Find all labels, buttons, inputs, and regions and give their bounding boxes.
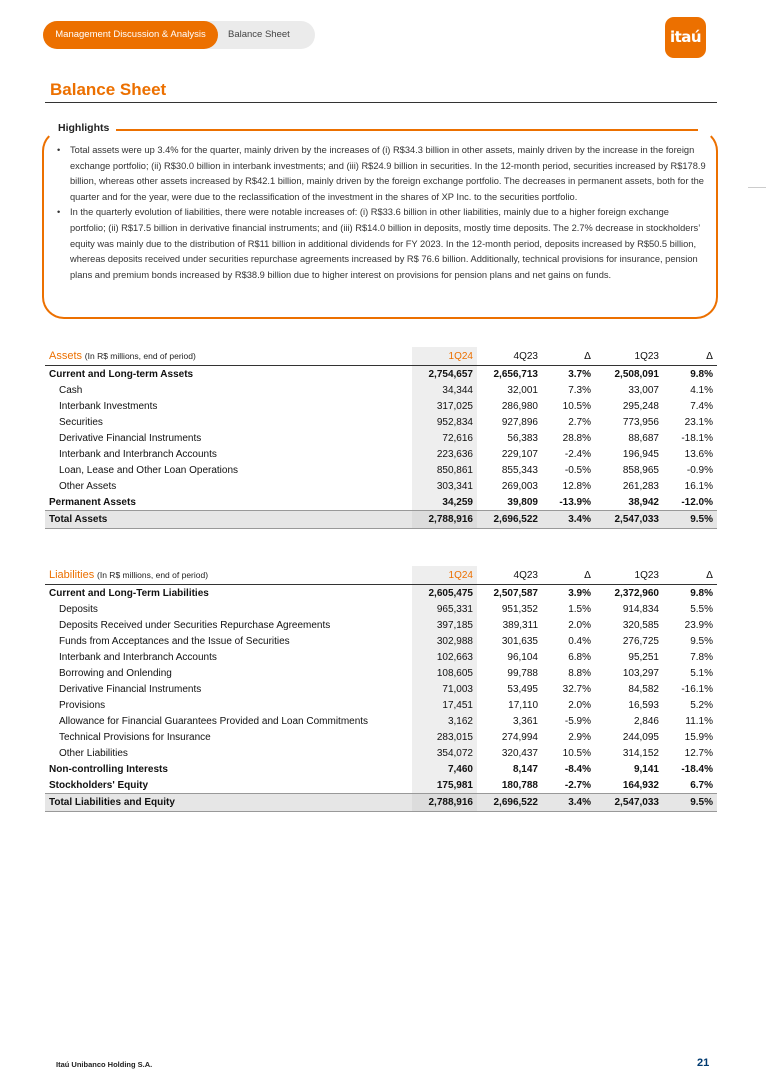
table-row — [45, 617, 717, 633]
cell: 2,547,033 — [595, 794, 663, 812]
cell: 354,072 — [412, 745, 477, 761]
cell: 229,107 — [501, 448, 538, 460]
cell: 164,932 — [622, 779, 659, 791]
total-row — [45, 511, 717, 529]
cell: 28.8% — [562, 432, 591, 444]
cell: 2,696,522 — [477, 794, 542, 812]
highlight-bullet — [57, 205, 707, 283]
cell: 72,616 — [412, 430, 477, 446]
cell: 276,725 — [622, 635, 659, 647]
cell: 2,372,960 — [614, 587, 659, 599]
cell: 13.6% — [684, 448, 713, 460]
tab-management-discussion[interactable]: Management Discussion & Analysis — [43, 21, 218, 49]
cell: 2,605,475 — [412, 585, 477, 602]
cell: 56,383 — [507, 432, 538, 444]
cell: 12.7% — [684, 747, 713, 759]
cell: 223,636 — [412, 446, 477, 462]
cell: 71,003 — [412, 681, 477, 697]
cell: 1.5% — [568, 603, 591, 615]
highlight-bullet — [57, 143, 707, 205]
cell: -0.5% — [564, 464, 591, 476]
cell: 2,788,916 — [412, 794, 477, 812]
cell: 175,981 — [412, 777, 477, 794]
cell: 9,141 — [633, 763, 659, 775]
cell: 951,352 — [501, 603, 538, 615]
cell: 397,185 — [412, 617, 477, 633]
cell: 2,788,916 — [412, 511, 477, 529]
cell: 2,507,587 — [493, 587, 538, 599]
assets-title: Assets — [49, 350, 83, 362]
page-title: Balance Sheet — [50, 80, 167, 99]
table-row — [45, 729, 717, 745]
cell: 2,846 — [633, 715, 659, 727]
assets-table — [45, 347, 717, 529]
row-label: Funds from Acceptances and the Issue of Securities — [59, 635, 290, 647]
cell: 8.8% — [568, 667, 591, 679]
cell: -2.4% — [564, 448, 591, 460]
cell: 295,248 — [622, 400, 659, 412]
cell: 32,001 — [507, 384, 538, 396]
liabilities-title: Liabilities — [49, 569, 95, 581]
cell: 2.0% — [568, 699, 591, 711]
col-header-delta: Δ — [542, 347, 595, 366]
row-label: Provisions — [59, 699, 106, 711]
cell: 196,945 — [622, 448, 659, 460]
cell: 39,809 — [507, 496, 538, 508]
highlights-list — [57, 143, 707, 283]
cell: 317,025 — [412, 398, 477, 414]
cell: 3,361 — [512, 715, 538, 727]
cell: 3.7% — [568, 368, 591, 380]
cell: 180,788 — [501, 779, 538, 791]
cell: 3.4% — [542, 794, 595, 812]
cell: 17,110 — [508, 699, 538, 711]
cell: 261,283 — [622, 480, 659, 492]
row-label: Current and Long-Term Liabilities — [49, 587, 209, 599]
highlight-text: In the quarterly evolution of liabilities, there were notable increases of: (i) R$33.6 billion in other liabilities, mainly due to a higher foreign exchange portfolio; (ii) R$17.5 billion in derivative financial instruments; and (iii) R$14.0 billion in deposits, mostly time deposits. The 2.7% decrease in stockholders’ equity was mainly due to the distribution of R$11 billion in additional dividends for FY 2023. In the 12-month period, deposits increased by R$50.5 billion, whereas deposits received under securities repurchase agreements increased by R$ 76.6 billion. Additionally, technical provisions for insurance, pension plans and premium bonds increased by R$38.9 billion due to higher interest on provisions for pension plans and net gains on funds. — [70, 207, 700, 280]
table-row — [45, 478, 717, 494]
cell: 7.4% — [690, 400, 713, 412]
cell: 320,585 — [622, 619, 659, 631]
cell: 9.5% — [663, 511, 717, 529]
cell: 2.7% — [568, 416, 591, 428]
cell: 2,696,522 — [477, 511, 542, 529]
cell: 7.3% — [568, 384, 591, 396]
cell: 9.5% — [663, 794, 717, 812]
cell: 96,104 — [507, 651, 538, 663]
table-row — [45, 665, 717, 681]
cell: 11.1% — [685, 715, 713, 727]
cell: 6.7% — [690, 779, 713, 791]
col-header: 1Q23 — [595, 566, 663, 585]
bullet-icon: • — [57, 145, 61, 155]
cell: 34,344 — [412, 382, 477, 398]
assets-header-row — [45, 347, 717, 366]
cell: 2,508,091 — [614, 368, 659, 380]
cell: 3.4% — [542, 511, 595, 529]
cell: 244,095 — [622, 731, 659, 743]
cell: 5.2% — [690, 699, 713, 711]
cell: 389,311 — [502, 619, 538, 631]
itau-logo: itaú — [665, 17, 706, 58]
highlight-text: Total assets were up 3.4% for the quarter, mainly driven by the increases of (i) R$34.3 billion in other assets, mainly driven by the increase in the foreign exchange portfolio; (ii) R$30.0 billion in interbank investments; and (iii) R$24.9 billion in securities. In the 12-month period, securities increased by R$178.9 billion, whereas other assets increased by R$42.1 billion, mainly driven by the foreign exchange portfolio. The decreases in permanent assets, both for the quarter and for the year, were due to the reclassification of the investment in the shares of XP Inc. to the securities portfolio. — [70, 145, 706, 202]
table-row — [45, 649, 717, 665]
cell: 32.7% — [562, 683, 591, 695]
col-header-delta: Δ — [663, 566, 717, 585]
bullet-icon: • — [57, 207, 61, 218]
table-row — [45, 681, 717, 697]
row-label: Borrowing and Onlending — [59, 667, 172, 679]
cell: 23.1% — [684, 416, 713, 428]
row-label: Current and Long-term Assets — [49, 368, 194, 380]
table-row — [45, 414, 717, 430]
cell: 102,663 — [412, 649, 477, 665]
col-header: 4Q23 — [477, 347, 542, 366]
table-row — [45, 585, 717, 602]
cell: -16.1% — [681, 683, 713, 695]
cell: -2.7% — [564, 779, 591, 791]
title-divider — [45, 102, 717, 103]
cell: -0.9% — [686, 464, 713, 476]
table-row — [45, 761, 717, 777]
cell: 274,994 — [501, 731, 538, 743]
cell: -18.4% — [681, 763, 713, 775]
cell: 9.8% — [690, 368, 713, 380]
cell: 286,980 — [501, 400, 538, 412]
cell: 16.1% — [684, 480, 713, 492]
cell: 965,331 — [412, 601, 477, 617]
table-row — [45, 382, 717, 398]
cell: 108,605 — [412, 665, 477, 681]
cell: -13.9% — [559, 496, 591, 508]
row-label: Derivative Financial Instruments — [59, 432, 202, 444]
cell: 38,942 — [628, 496, 659, 508]
cell: -18.1% — [681, 432, 713, 444]
row-label: Interbank and Interbranch Accounts — [59, 448, 217, 460]
cell: 3,162 — [412, 713, 477, 729]
row-label: Loan, Lease and Other Loan Operations — [59, 464, 239, 476]
table-row — [45, 633, 717, 649]
cell: 12.8% — [562, 480, 591, 492]
cell: 2,754,657 — [412, 366, 477, 383]
cell: 5.5% — [690, 603, 713, 615]
row-label: Deposits Received under Securities Repurchase Agreements — [59, 619, 331, 631]
col-header: 1Q24 — [412, 566, 477, 585]
cell: 7.8% — [690, 651, 713, 663]
cell: 17,451 — [412, 697, 477, 713]
table-row — [45, 697, 717, 713]
cell: 301,635 — [501, 635, 538, 647]
cell: 10.5% — [562, 747, 591, 759]
cell: 84,582 — [628, 683, 659, 695]
row-label: Securities — [59, 416, 103, 428]
cell: 269,003 — [501, 480, 538, 492]
cell: 952,834 — [412, 414, 477, 430]
cell: 4.1% — [690, 384, 713, 396]
cell: -12.0% — [681, 496, 713, 508]
cell: -5.9% — [564, 715, 591, 727]
margin-mark — [748, 187, 766, 188]
col-header: 4Q23 — [477, 566, 542, 585]
cell: 927,896 — [501, 416, 538, 428]
row-label: Allowance for Financial Guarantees Provided and Loan Commitments — [59, 715, 369, 727]
row-label: Interbank Investments — [59, 400, 158, 412]
cell: 88,687 — [628, 432, 659, 444]
cell: 2,547,033 — [595, 511, 663, 529]
cell: 103,297 — [622, 667, 659, 679]
table-row — [45, 494, 717, 511]
cell: 34,259 — [412, 494, 477, 511]
page-number: 21 — [697, 1057, 710, 1069]
row-label: Stockholders' Equity — [49, 779, 149, 791]
cell: 9.8% — [690, 587, 713, 599]
row-label: Derivative Financial Instruments — [59, 683, 202, 695]
table-row — [45, 713, 717, 729]
row-label: Deposits — [59, 603, 98, 615]
cell: 16,593 — [628, 699, 659, 711]
table-row — [45, 745, 717, 761]
tab-balance-sheet[interactable]: Balance Sheet — [228, 29, 290, 40]
table-row — [45, 430, 717, 446]
table-row — [45, 462, 717, 478]
cell: 2,656,713 — [493, 368, 538, 380]
liabilities-table — [45, 566, 717, 812]
cell: 53,495 — [507, 683, 538, 695]
cell: -8.4% — [564, 763, 591, 775]
row-label: Permanent Assets — [49, 496, 136, 508]
liabilities-subtitle: (In R$ millions, end of period) — [97, 570, 209, 580]
cell: 10.5% — [562, 400, 591, 412]
col-header: 1Q23 — [595, 347, 663, 366]
cell: 283,015 — [412, 729, 477, 745]
cell: 302,988 — [412, 633, 477, 649]
row-label: Other Assets — [59, 480, 117, 492]
row-label: Technical Provisions for Insurance — [59, 731, 211, 743]
total-row — [45, 794, 717, 812]
row-label: Total Assets — [45, 511, 412, 529]
cell: 0.4% — [568, 635, 591, 647]
col-header-delta: Δ — [663, 347, 717, 366]
cell: 23.9% — [684, 619, 713, 631]
footer-company: Itaú Unibanco Holding S.A. — [56, 1060, 153, 1069]
table-row — [45, 777, 717, 794]
cell: 850,861 — [412, 462, 477, 478]
cell: 773,956 — [622, 416, 659, 428]
highlights-label: Highlights — [58, 122, 110, 134]
cell: 320,437 — [501, 747, 538, 759]
cell: 855,343 — [501, 464, 538, 476]
cell: 2.0% — [568, 619, 591, 631]
cell: 2.9% — [568, 731, 591, 743]
cell: 914,834 — [622, 603, 659, 615]
cell: 5.1% — [690, 667, 713, 679]
col-header-delta: Δ — [542, 566, 595, 585]
table-row — [45, 366, 717, 383]
row-label: Other Liabilities — [59, 747, 128, 759]
cell: 99,788 — [507, 667, 538, 679]
row-label: Non-controlling Interests — [49, 763, 168, 775]
section-tabs — [43, 21, 315, 49]
cell: 858,965 — [622, 464, 659, 476]
liabilities-header-row — [45, 566, 717, 585]
cell: 95,251 — [628, 651, 659, 663]
assets-subtitle: (In R$ millions, end of period) — [84, 351, 196, 361]
table-row — [45, 398, 717, 414]
table-row — [45, 446, 717, 462]
cell: 9.5% — [690, 635, 713, 647]
row-label: Total Liabilities and Equity — [45, 794, 412, 812]
cell: 3.9% — [568, 587, 591, 599]
row-label: Interbank and Interbranch Accounts — [59, 651, 217, 663]
cell: 303,341 — [412, 478, 477, 494]
row-label: Cash — [59, 384, 83, 396]
cell: 7,460 — [412, 761, 477, 777]
cell: 15.9% — [684, 731, 713, 743]
cell: 33,007 — [628, 384, 659, 396]
cell: 6.8% — [568, 651, 591, 663]
cell: 314,152 — [622, 747, 659, 759]
col-header: 1Q24 — [412, 347, 477, 366]
table-row — [45, 601, 717, 617]
cell: 8,147 — [512, 763, 538, 775]
